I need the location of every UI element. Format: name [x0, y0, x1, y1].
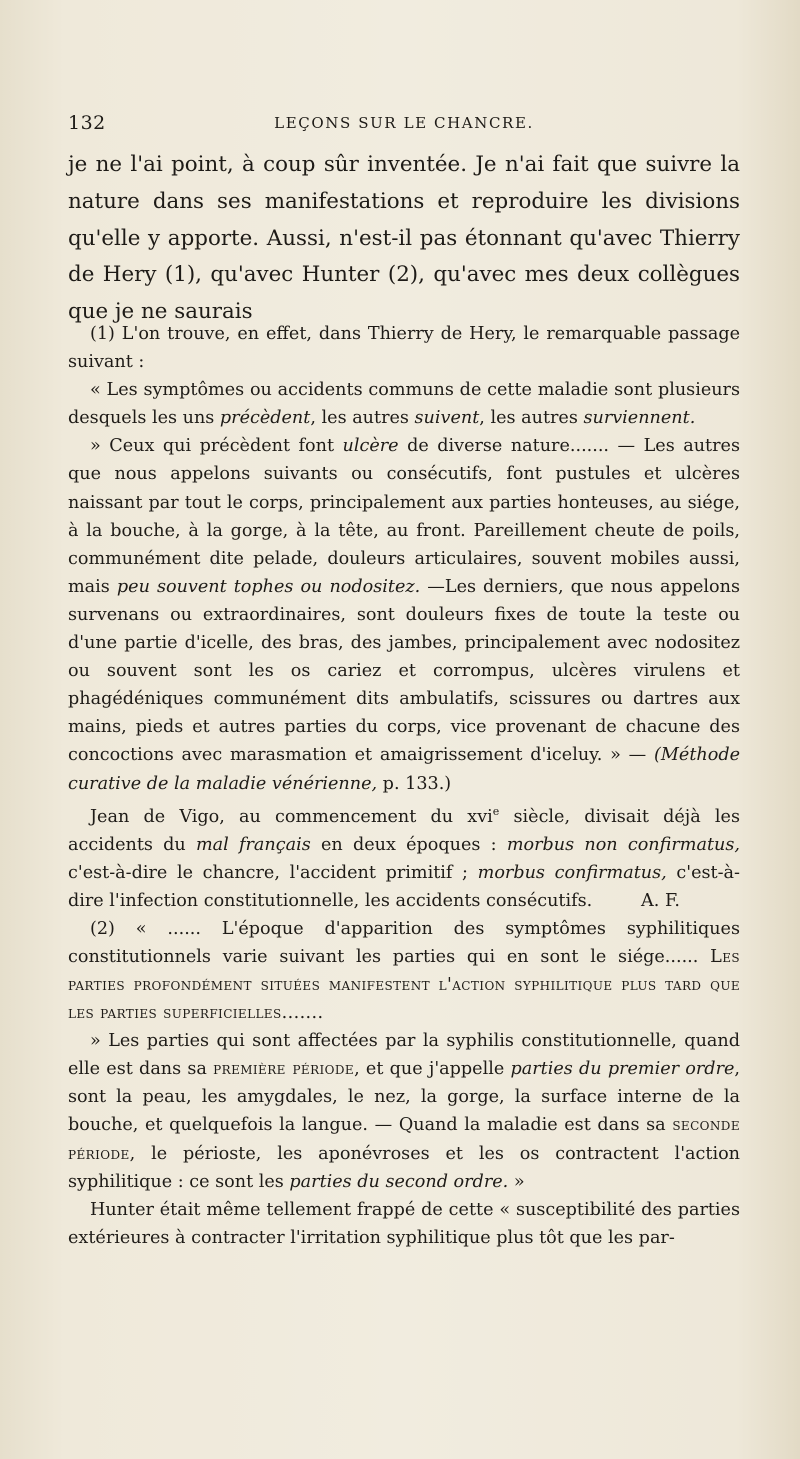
- body-paragraph: je ne l'ai point, à coup sûr inventée. Je n'ai fait que suivre la nature dans ses manifestations et reproduire les divisions qu'elle y apporte. Aussi, n'est-il pas étonnant qu'avec Thierry de Hery (1), qu'avec Hunter (2), qu'avec mes deux collègues que je ne saurais: [68, 152, 740, 325]
- footnote-2-hunter: Hunter était même tellement frappé de cette « susceptibilité des parties extérieures à contracter l'irritation syphilitique plus tôt que les par-: [68, 1199, 740, 1248]
- footnote-1-quote-continued: » Ceux qui précèdent font ulcère de diverse nature....... — Les autres que nous appelons suivants ou consécutifs, font pustules et ulcères naissant par tout le corps, principalement aux parties honteuses, au siége, à la bouche, à la gorge, à la tête, au front. Pareillement cheute de poils, communément dite pelade, douleurs articulaires, souvent mobiles aussi, mais peu souvent tophes ou nodositez. —Les derniers, que nous appelons survenans ou extraordinaires, sont douleurs fixes de toute la teste ou d'une partie d'icelle, des bras, des jambes, principalement avec nodositez ou souvent sont les os cariez et corrompus, ulcères virulens et phagédéniques communément dits ambulatifs, scissures ou dartres aux mains, pieds et autres parties du corps, vice provenant de chacune des concoctions avec marasmation et amaigrissement d'iceluy. » — (Méthode curative de la maladie vénérienne, p. 133.): [68, 436, 741, 794]
- footnote-2-start: (2) « ...... L'époque d'apparition des symptômes syphilitiques constitutionnels varie suivant les parties qui en sont le siége...... Les parties profondément situées manifestent l'action syphilitique plus tard que les parties superficielles.......: [68, 918, 740, 1024]
- footnote-1-intro: (1) L'on trouve, en effet, dans Thierry de Hery, le remarquable passage suivant :: [68, 324, 740, 373]
- footnotes: [68, 320, 740, 1252]
- footnote-1-quote-start: « Les symptômes ou accidents communs de cette maladie sont plusieurs desquels les uns précèdent, les autres suivent, les autres surviennent.: [68, 380, 740, 429]
- page-number: 132: [68, 112, 106, 134]
- running-title: LEÇONS SUR LE CHANCRE.: [274, 114, 534, 132]
- footnote-1-vigo: Jean de Vigo, au commencement du xvi$^e$ siècle, divisait déjà les accidents du mal français en deux époques : morbus non confirmatus, c'est-à-dire le chancre, l'accident primitif ; morbus confirmatus, c'est-à-dire l'infection constitutionnelle, les accidents consécutifs. A. F.: [68, 798, 740, 915]
- running-head: [68, 112, 740, 136]
- footnote-signature: A. F.: [641, 890, 680, 911]
- footnote-2-continued: » Les parties qui sont affectées par la syphilis constitutionnelle, quand elle est dans sa première période, et que j'appelle parties du premier ordre, sont la peau, les amygdales, le nez, la gorge, la surface interne de la bouche, et quelquefois la langue. — Quand la maladie est dans sa seconde période, le périoste, les aponévroses et les os contractent l'action syphilitique : ce sont les parties du second ordre. »: [68, 1031, 740, 1192]
